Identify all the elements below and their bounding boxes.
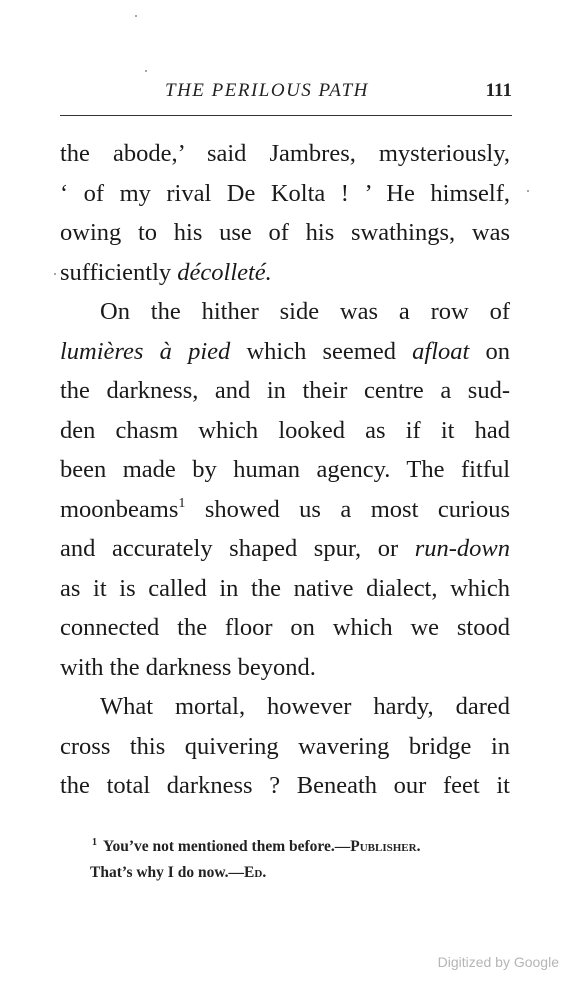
- footnotes: [90, 830, 520, 886]
- header-rule: [60, 115, 512, 116]
- text-line: [60, 529, 510, 569]
- text-line: owing to his use of his swathings, was: [60, 219, 510, 246]
- text-run: on: [469, 337, 511, 365]
- text-run: sufficiently: [60, 258, 178, 286]
- text-line: the total darkness ? Beneath our feet it: [60, 772, 510, 799]
- page-speck: [135, 15, 137, 17]
- text-line: [60, 253, 510, 293]
- footnote-mark: 1: [92, 837, 97, 848]
- page-speck: [145, 70, 147, 72]
- paragraph-1: [60, 134, 510, 292]
- page-header: [60, 80, 512, 106]
- text-line: [60, 332, 510, 372]
- text-line: as it is called in the native dialect, which: [60, 574, 510, 602]
- footnote-2: [90, 860, 520, 886]
- text-line: the abode,’ said Jambres, mysteriously,: [60, 140, 510, 167]
- paragraph-3: [60, 687, 510, 806]
- text-line: On the hither side was a row of: [100, 298, 510, 325]
- text-run: moonbeams: [60, 495, 179, 523]
- footnote-attribution: Publisher.: [350, 838, 421, 855]
- text-line: den chasm which looked as if it had: [60, 416, 510, 444]
- text-line: been made by human agency. The fitful: [60, 456, 510, 483]
- text-run: which seemed: [230, 337, 413, 365]
- footnote-attribution: Ed.: [244, 864, 267, 881]
- running-head: THE PERILOUS PATH: [165, 80, 369, 101]
- text-line: ‘ of my rival De Kolta ! ’ He himself,: [60, 179, 510, 207]
- digitized-watermark: Digitized by Google: [437, 954, 559, 970]
- text-run: and accurately shaped spur, or: [60, 535, 415, 562]
- paragraph-2: [60, 292, 510, 687]
- page-speck: [54, 273, 56, 275]
- footnote-text: You’ve not mentioned them before.—: [103, 838, 351, 855]
- footnote-reference: 1: [178, 495, 186, 511]
- page-speck: [527, 190, 529, 192]
- text-line: connected the floor on which we stood: [60, 614, 510, 641]
- footnote-text: That’s why I do now.—: [90, 864, 245, 881]
- text-line: cross this quivering wavering bridge in: [60, 732, 510, 760]
- page-number: 111: [485, 80, 512, 101]
- text-line: with the darkness beyond.: [60, 653, 316, 681]
- text-line: the darkness, and in their centre a sud-: [60, 377, 510, 404]
- italic-phrase: décolleté.: [177, 258, 272, 286]
- text-line: What mortal, however hardy, dared: [100, 693, 510, 720]
- italic-phrase: lumières à pied: [60, 337, 231, 365]
- footnote-1: [90, 830, 520, 860]
- text-line: [60, 490, 510, 530]
- text-run: showed us a most curious: [185, 495, 510, 523]
- italic-phrase: afloat: [412, 337, 470, 365]
- body-text: [60, 134, 510, 806]
- italic-phrase: run-down: [414, 535, 510, 562]
